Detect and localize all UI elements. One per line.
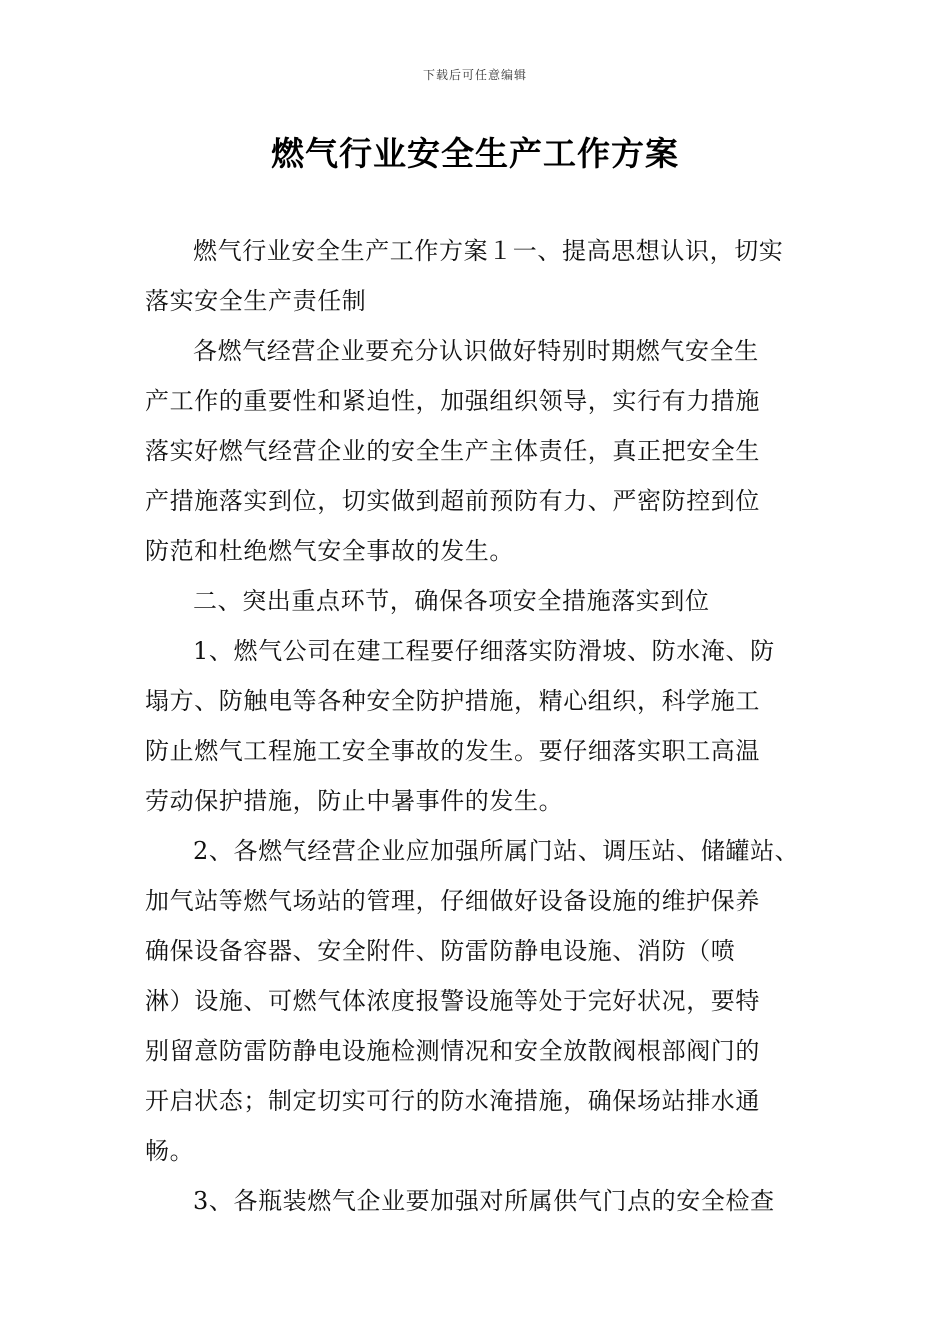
text-line: 产措施落实到位，切实做到超前预防有力、严密防控到位 bbox=[145, 487, 760, 515]
text-line: 开启状态；制定切实可行的防水淹措施，确保场站排水通 bbox=[145, 1087, 760, 1115]
text-line: 塌方、防触电等各种安全防护措施，精心组织，科学施工 bbox=[145, 687, 760, 715]
text-line: 加气站等燃气场站的管理，仔细做好设备设施的维护保养 bbox=[145, 887, 760, 915]
body-text bbox=[145, 226, 810, 1226]
text-line: 劳动保护措施，防止中暑事件的发生。 bbox=[145, 787, 564, 815]
text-line: 确保设备容器、安全附件、防雷防静电设施、消防（喷 bbox=[145, 937, 736, 965]
text-line: 二、突出重点环节，确保各项安全措施落实到位 bbox=[193, 587, 710, 615]
text-line: 3、各瓶装燃气企业要加强对所属供气门点的安全检查 bbox=[193, 1187, 775, 1215]
text-line: 别留意防雷防静电设施检测情况和安全放散阀根部阀门的 bbox=[145, 1037, 760, 1065]
text-line: 防止燃气工程施工安全事故的发生。要仔细落实职工高温 bbox=[145, 737, 760, 765]
header-note: 下载后可任意编辑 bbox=[422, 68, 527, 82]
text-line: 防范和杜绝燃气安全事故的发生。 bbox=[145, 537, 514, 565]
text-line: 淋）设施、可燃气体浓度报警设施等处于完好状况，要特 bbox=[145, 987, 760, 1015]
text-line: 落实好燃气经营企业的安全生产主体责任，真正把安全生 bbox=[145, 437, 760, 465]
text-line: 1、燃气公司在建工程要仔细落实防滑坡、防水淹、防 bbox=[193, 637, 775, 665]
document-title: 燃气行业安全生产工作方案 bbox=[271, 134, 679, 173]
text-line: 畅。 bbox=[145, 1137, 195, 1165]
text-line: 2、各燃气经营企业应加强所属门站、调压站、储罐站、 bbox=[193, 837, 800, 865]
text-line: 燃气行业安全生产工作方案１一、提高思想认识，切实 bbox=[193, 237, 784, 265]
text-line: 各燃气经营企业要充分认识做好特别时期燃气安全生 bbox=[193, 337, 759, 365]
text-line: 落实安全生产责任制 bbox=[145, 287, 367, 315]
text-line: 产工作的重要性和紧迫性，加强组织领导，实行有力措施 bbox=[145, 387, 760, 415]
